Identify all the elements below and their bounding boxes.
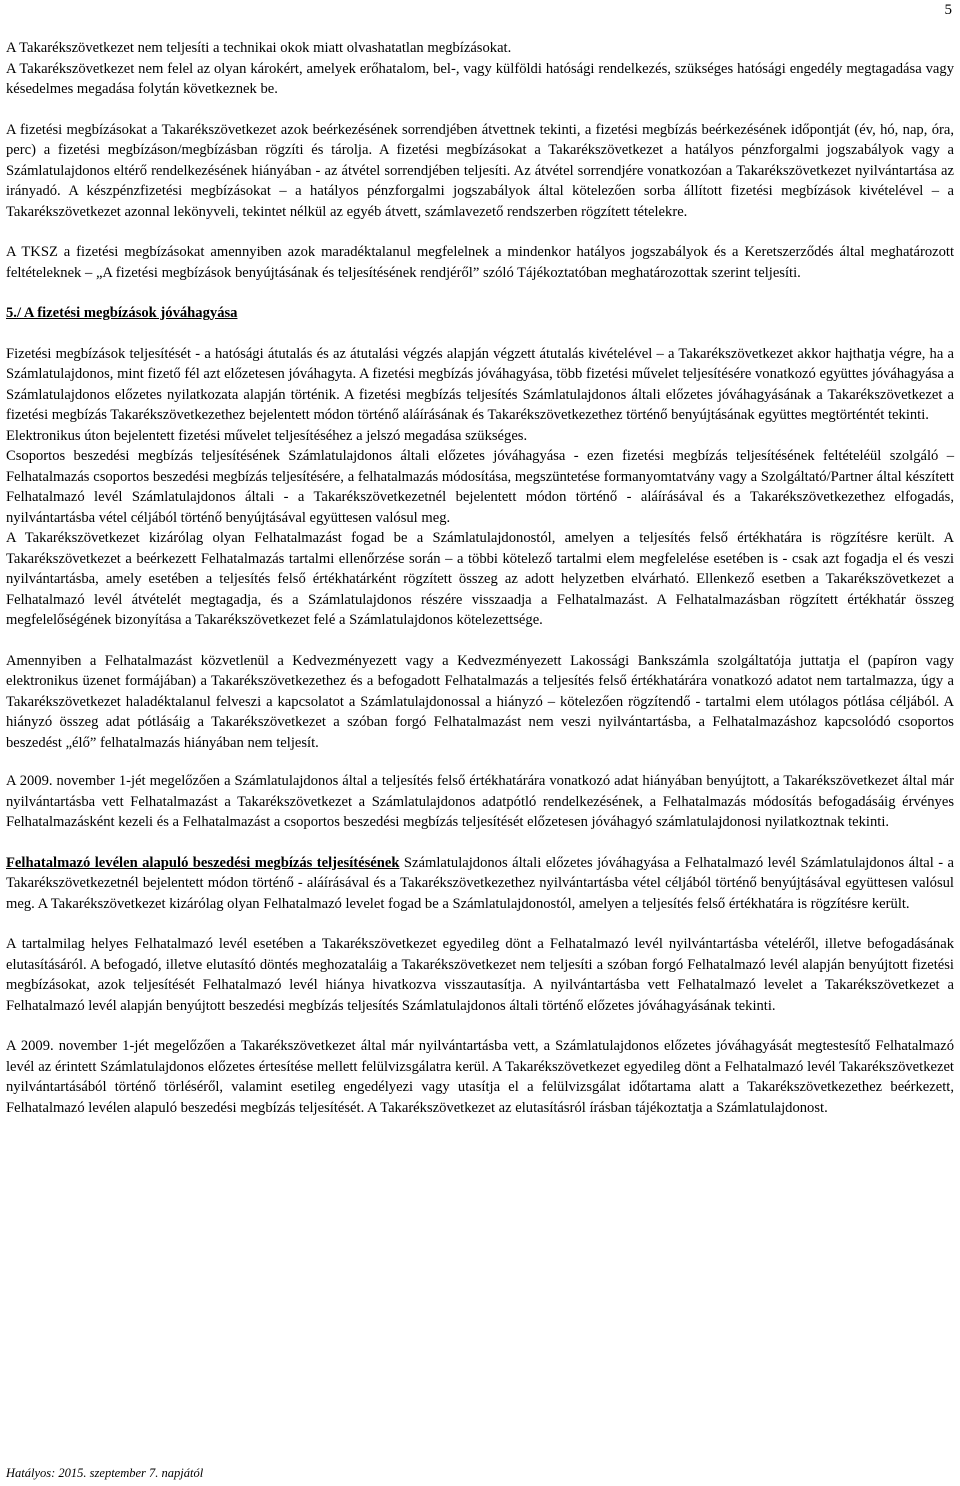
paragraph-13: A 2009. november 1-jét megelőzően a Takarékszövetkezet által már nyilvántartásba vett, a Számlatulajdonos előzetes jóváhagyását megtestesítő Felhatalmazó levél az érintett Számlatulajdonos előzetes értesítése mellett felülvizsgálatra kerül. A Takarékszövetkezet egyedileg dönt a Felhatalmazó levél Takarékszövetkezet nyilvántartásából történő törléséről, valamint esetileg engedélyezi vagy utasítja el a felülvizsgálat időtartama alatt a Takarékszövetkezethez beérkezett, Felhatalmazó levélen alapuló beszedési megbízás teljesítését. A Takarékszövetkezet az elutasításról írásban tájékoztatja a Számlatulajdonost. (6, 1038, 954, 1116)
page-number: 5 (944, 2, 952, 18)
page-body (6, 38, 954, 1118)
paragraph-4: A TKSZ a fizetési megbízásokat amennyiben azok maradéktalanul megfelelnek a mindenkor hatályos jogszabályok és a Keretszerződés által meghatározott feltételeknek – „A fizetési megbízások benyújtásának és teljesítésének rendjéről” szóló Tájékoztatóban meghatározottak szerint teljesíti. (6, 244, 954, 281)
paragraph-8: A Takarékszövetkezet kizárólag olyan Felhatalmazást fogad be a Számlatulajdonostól, amelyen a teljesítés felső értékhatára is rögzítésre került. A Takarékszövetkezet a beérkezett Felhatalmazás tartalmi ellenőrzése során – a többi kötelező tartalmi elem megfelelése esetében is - csak azt fogadja el és veszi nyilvántartásba, amely esetében a teljesítés felső értékhatárként rögzített összeg az adott helyzetben elvárható. Ellenkező esetben a Takarékszövetkezet a Felhatalmazó levél átvételét megtagadja, és a Számlatulajdonos részére visszaadja a Felhatalmazást. A Felhatalmazásban rögzített értékhatár összeg megfelelőségének bizonyítása a Takarékszövetkezet felé a Számlatulajdonos kötelezettsége. (6, 530, 954, 628)
paragraph-12: A tartalmilag helyes Felhatalmazó levél esetében a Takarékszövetkezet egyedileg dönt a Felhatalmazó levél nyilvántartásba vételéről, illetve befogadásának elutasításáról. A befogadó, illetve elutasító döntés meghozataláig a Takarékszövetkezet nem teljesíti a szóban forgó Felhatalmazó levél alapján benyújtott fizetési megbízásokat, azok teljesítését Felhatalmazó levél hiánya hivatkozva visszautasítja. A nyilvántartásba vett Felhatalmazó levelet a Takarékszövetkezet a Felhatalmazó levél alapján benyújtott beszedési megbízás teljesítés Számlatulajdonos általi történő előzetes jóváhagyásának tekinti. (6, 936, 954, 1014)
paragraph-7: Csoportos beszedési megbízás teljesítésének Számlatulajdonos általi előzetes jóváhagyása - ezen fizetési megbízás teljesítésének feltételéül szolgáló – Felhatalmazás csoportos beszedési megbízás teljesítésére, a felhatalmazás módosítása, megszüntetése formanyomtatvány vagy a Szolgáltató/Partner által készített Felhatalmazó levél Számlatulajdonos általi - a Takarékszövetkezetnél bejelentett módon történő - aláírásával és a Takarékszövetkezethez elfogadás, nyilvántartásba vétel céljából történő benyújtásával együttesen valósul meg. (6, 448, 954, 526)
footer-effective-date: Hatályos: 2015. szeptember 7. napjától (6, 1466, 204, 1480)
paragraph-9: Amennyiben a Felhatalmazást közvetlenül a Kedvezményezett vagy a Kedvezményezett Lakossági Bankszámla szolgáltatója juttatja el (papíron vagy elektronikus üzenet formájában) a Takarékszövetkezethez és a befogadott Felhatalmazás a teljesítés felső értékhatárára vonatkozó adatot nem tartalmazza, úgy a Takarékszövetkezet haladéktalanul felveszi a kapcsolatot a Számlatulajdonossal a hiányzó – kötelezően rögzítendő - tartalmi elem utólagos pótlása céljából. A hiányzó összeg adat pótlásáig a Takarékszövetkezet a szóban forgó Felhatalmazást nem veszi nyilvántartásba, a Felhatalmazáshoz kapcsolódó csoportos beszedést „élő” felhatalmazás hiányában nem teljesít. (6, 652, 954, 751)
paragraph-5: Fizetési megbízások teljesítését - a hatósági átutalás és az átutalási végzés alapján végzett átutalás kivételével – a Takarékszövetkezet akkor hajthatja végre, ha a Számlatulajdonos, mint fizető fél azt előzetesen jóváhagyta. A fizetési megbízás jóváhagyása, több fizetési művelet teljesítésére vonatkozó együttes jóváhagyása a Számlatulajdonos előzetes nyilatkozata alapján történik. A fizetési megbízás teljesítés Számlatulajdonos általi előzetes jóváhagyásának a Takarékszövetkezet a fizetési megbízás Takarékszövetkezethez bejelentett módon történő aláírásának és Takarékszövetkezethez történő benyújtásának együttes megtörténtét tekinti. (6, 345, 954, 423)
paragraph-2: A Takarékszövetkezet nem felel az olyan károkért, amelyek erőhatalom, bel-, vagy külföldi hatósági rendelkezés, szükséges hatósági engedély megtagadása vagy késedelmes megadása folytán következnek be. (6, 60, 954, 97)
paragraph-11-rest: Számlatulajdonos általi előzetes jóváhagyása a Felhatalmazó levél Számlatulajdonos által - a Takarékszövetkezetnél bejelentett módon történő - aláírásával és a Takarékszövetkezethez nyilvántartásba vétel céljából történő benyújtásával együttesen valósul meg. A Takarékszövetkezet kizárólag olyan Felhatalmazó levelet fogad be a Számlatulajdonostól, amelyen a teljesítés felső értékhatára is rögzítésre került. (6, 854, 954, 912)
paragraph-11-lead: Felhatalmazó levélen alapuló beszedési megbízás teljesítésének (6, 854, 400, 871)
paragraph-11 (6, 853, 954, 915)
paragraph-1: A Takarékszövetkezet nem teljesíti a technikai okok miatt olvashatatlan megbízásokat. (6, 40, 512, 56)
section-heading: 5./ A fizetési megbízások jóváhagyása (6, 305, 238, 321)
paragraph-10: A 2009. november 1-jét megelőzően a Számlatulajdonos által a teljesítés felső értékhatárára vonatkozó adat hiányában benyújtott, a Takarékszövetkezet által már nyilvántartásba vett Felhatalmazást a Takarékszövetkezet a Számlatulajdonos adatpótló rendelkezésének, a Felhatalmazás módosítás befogadásáig érvényes Felhatalmazásként kezeli és a Felhatalmazást a csoportos beszedési megbízás teljesítését előzetesen jóváhagyó számlatulajdonosi nyilatkoztnak tekinti. (6, 773, 954, 830)
paragraph-3: A fizetési megbízásokat a Takarékszövetkezet azok beérkezésének sorrendjében átvettnek tekinti, a fizetési megbízás beérkezésének időpontját (év, hó, nap, óra, perc) a fizetési megbízáson/megbízásban rögzíti és tárolja. A fizetési megbízásokat a Takarékszövetkezet a hatályos pénzforgalmi jogszabályok vagy a Számlatulajdonos eltérő rendelkezésének hiányában - az átvétel sorrendjében teljesíti. Az átvétel sorrendjére vonatkozóan a Takarékszövetkezet nyilvántartása az irányadó. A készpénzfizetési megbízásokat – a hatályos pénzforgalmi jogszabályok által kötelezően sorba állított fizetési megbízások kivételével – a Takarékszövetkezet azonnal lekönyveli, tekintet nélkül az egyéb átvett, számlavezető rendszerben rögzített tételekre. (6, 121, 954, 220)
paragraph-6: Elektronikus úton bejelentett fizetési művelet teljesítéséhez a jelszó megadása szükséges. (6, 427, 528, 444)
